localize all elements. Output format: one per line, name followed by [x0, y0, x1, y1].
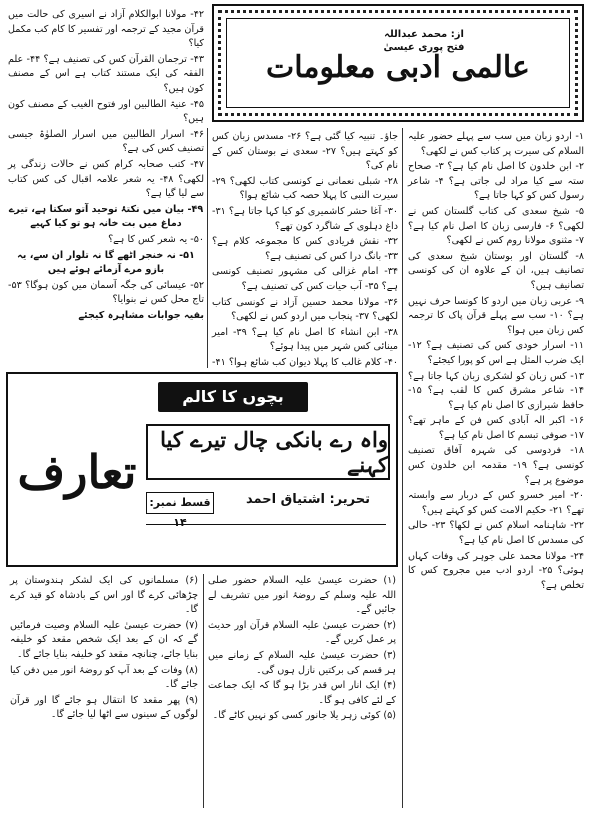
- text-paragraph: (۷) حضرت عیسیٰ علیہ السلام وصیت فرمائیں گے کہ ان کے بعد ایک شخص مقعد کو خلیفہ بنایا جائے، چنانچہ مقعد کو خلیفہ بنایا جائے گا۔: [10, 619, 198, 660]
- text-paragraph: ۱۶- اکبر الہ آبادی کس فن کے ماہر تھے؟ ۱۷- صوفی تبسم کا اصل نام کیا ہے؟: [408, 415, 584, 441]
- text-paragraph: ۲- ابن خلدون کا اصل نام کیا ہے؟ ۳- صحاح ستہ سے کیا مراد لی جاتی ہے؟ ۴- شاعر رسول کس کو کہا جاتا ہے؟: [408, 161, 585, 202]
- text-paragraph: ۴۰- کلام غالب کا پہلا دیوان کب شائع ہوا؟ ۴۱-: [212, 356, 398, 368]
- column-divider: [402, 128, 403, 808]
- text-paragraph: ۳۰- آغا حشر کاشمیری کو کیا کہا جاتا ہے؟ ۳۱- داغ دہلوی کے شاگرد کون تھے؟: [212, 205, 398, 232]
- text-paragraph: ۳۸- ابن انشاء کا اصل نام کیا ہے؟ ۳۹- امیر مینائی کس شہر میں پیدا ہوئے؟: [212, 326, 398, 353]
- text-paragraph: ۱- اردو زبان میں سب سے پہلے حضور علیہ السلام کی سیرت پر کتاب کس نے لکھی؟: [408, 131, 584, 157]
- text-paragraph: جاؤ۔ تنبیہ کیا گئی ہے؟ ۲۶- مسدس زبان کس کو کہتے ہیں؟ ۲۷- سعدی نے بوستان کس کے نام کی؟: [212, 131, 399, 172]
- text-paragraph: ۵۱- نہ خنجر اٹھے گا نہ تلوار ان سے، یہ بازو مرے آزمائے ہوئے ہیں: [17, 249, 195, 276]
- text-paragraph: ۳۲- نقش فریادی کس کا مجموعہ کلام ہے؟ ۳۳- بانگ درا کس کی تصنیف ہے؟: [212, 236, 398, 262]
- kids-column-header: بچوں کا کالم: [158, 382, 308, 412]
- text-paragraph: ۳۴- امام غزالی کی مشہور تصنیف کونسی ہے؟ ۳۵- آب حیات کس کی تصنیف ہے؟: [212, 266, 398, 292]
- text-paragraph: ۱۸- فردوسی کی شہرہ آفاق تصنیف کونسی ہے؟ ۱۹- مقدمہ ابن خلدون کس موضوع پر ہے؟: [408, 445, 584, 486]
- text-paragraph: ۴۹- بیان میں نکتۂ توحید آتو سکتا ہے، تیرے دماغ میں بت خانہ ہو تو کیا کہیے: [8, 203, 204, 230]
- text-paragraph: ۹- عربی زبان میں اردو کا کونسا حرف نہیں ہے؟ ۱۰- سب سے پہلے قرآن پاک کا ترجمہ کس زبان میں ہوا؟: [408, 295, 585, 336]
- text-paragraph: ۲۸- شبلی نعمانی نے کونسی کتاب لکھی؟ ۲۹- سیرت النبی کا پہلا حصہ کب شائع ہوا؟: [212, 175, 398, 202]
- text-paragraph: ۴۵- عنیۃ الطالبین اور فتوح الغیب کے مصنف کون ہیں؟: [8, 98, 204, 125]
- text-paragraph: ۵۲- عیسائی کی جگہ آسمان میں کون ہوگا؟ ۵۳- تاج محل کس نے بنوایا؟: [8, 279, 204, 306]
- text-paragraph: ۵- شیخ سعدی کی کتاب گلستان کس نے لکھی؟ ۶- فارسی زبان کا اصل نام کیا ہے؟ ۷- مثنوی مولانا روم کس نے لکھی؟: [408, 205, 584, 247]
- text-paragraph: ۳۶- مولانا محمد حسین آزاد نے کونسی کتاب لکھی؟ ۳۷- پنجاب میں اردو کس نے لکھی؟: [212, 296, 398, 323]
- kids-story-title: واہ رے بانکی چال تیرے کیا کہنے: [146, 424, 390, 480]
- text-paragraph: ۸- گلستان اور بوستان شیخ سعدی کی تصانیف ہیں، ان کے علاوہ ان کی کونسی تصانیف ہیں؟: [408, 250, 584, 291]
- text-paragraph: ۴۲- مولانا ابوالکلام آزاد نے اسیری کی حالت میں قرآن مجید کے ترجمہ اور تفسیر کا کام کب مکمل کیا؟: [8, 9, 204, 50]
- banner-title: عالمی ادبی معلومات: [266, 50, 530, 85]
- column-divider: [203, 574, 204, 808]
- text-paragraph: (۱) حضرت عیسیٰ علیہ السلام حضور صلی اللہ علیہ وسلم کے روضۂ انور میں تشریف لے جائیں گے۔: [208, 575, 396, 616]
- text-paragraph: ۱۳- کس زبان کو لشکری زبان کہا جاتا ہے؟ ۱۴- شاعر مشرق کس کا لقب ہے؟ ۱۵- حافظ شیرازی کا اصل نام کیا ہے؟: [408, 370, 584, 411]
- text-paragraph: ۴۷- کتب صحابہ کرام کس نے حالات زندگی پر لکھی؟ ۴۸- یہ شعر علامہ اقبال کی کس کتاب سے لیا گیا ہے؟: [8, 158, 205, 200]
- text-paragraph: ۱۱- اسرار خودی کس کی تصنیف ہے؟ ۱۲- ایک ضرب المثل ہے اس کو پورا کیجئے؟: [408, 340, 584, 366]
- text-paragraph: ۲۰- امیر خسرو کس کے دربار سے وابستہ تھے؟ ۲۱- حکیم الامت کس کو کہتے ہیں؟: [408, 490, 584, 516]
- text-paragraph: (۶) مسلمانوں کی ایک لشکر ہندوستان پر چڑھائی کرے گا اور اس کے بادشاہ کو قید کرے گا۔: [10, 575, 198, 616]
- text-paragraph: (۲) حضرت عیسیٰ علیہ السلام قرآن اور حدیث پر عمل کریں گے۔: [208, 619, 396, 646]
- title-banner: [212, 4, 584, 122]
- text-paragraph: (۵) کوئی زہر یلا جانور کسی کو نہیں کاٹے گا۔: [212, 710, 396, 722]
- column-right: [408, 130, 584, 808]
- column-bottom-left: [10, 574, 198, 808]
- kids-divider: [146, 524, 386, 525]
- text-paragraph: (۳) حضرت عیسیٰ علیہ السلام کے زمانے میں ہر قسم کی برکتیں نازل ہوں گی۔: [208, 649, 396, 676]
- column-bottom-right: [208, 574, 396, 808]
- text-paragraph: ۲۲- شاہنامہ اسلام کس نے لکھا؟ ۲۳- حالی کی مسدس کا اصل نام کیا ہے؟: [408, 520, 584, 547]
- text-paragraph: ۴۳- ترجمان القرآن کس کی تصنیف ہے؟ ۴۴- علم الفقہ کی ایک مستند کتاب ہے اس کے مصنف کون ہیں؟: [8, 53, 204, 94]
- text-paragraph: ۲۴- مولانا محمد علی جوہر کی وفات کہاں ہوئی؟ ۲۵- اردو ادب میں مجروح کس کا تخلص ہے؟: [408, 550, 584, 591]
- text-paragraph: بقیہ جوابات مشاہرہ کیجئے: [78, 309, 204, 321]
- column-middle: [212, 130, 398, 366]
- kids-story-author: تحریر: اشتیاق احمد: [246, 492, 370, 507]
- banner-author: از: محمد عبداللہ فتح پوری عیسیٰ: [383, 29, 465, 53]
- text-paragraph: (۴) ایک انار اس قدر بڑا ہو گا کہ ایک جماعت کے لئے کافی ہو گا۔: [208, 680, 396, 706]
- column-left-top: [8, 8, 204, 366]
- text-paragraph: (۸) وفات کے بعد آپ کو روضۂ انور میں دفن کیا جائے گا۔: [10, 664, 198, 691]
- kids-column-box: [6, 372, 398, 567]
- text-paragraph: (۹) پھر مقعد کا انتقال ہو جائے گا اور قرآن لوگوں کے سینوں سے اٹھا لیا جائے گا۔: [10, 694, 198, 721]
- kids-episode-number: قسط نمبر: ۱۴: [146, 492, 214, 514]
- text-paragraph: ۴۶- اسرار الطالبین میں اسرار الصلوٰۃ جیسی تصنیف کس کی ہے؟: [8, 128, 204, 155]
- column-divider: [207, 128, 208, 368]
- kids-big-word: تعارف: [17, 445, 137, 499]
- text-paragraph: ۵۰- یہ شعر کس کا ہے؟: [108, 233, 204, 245]
